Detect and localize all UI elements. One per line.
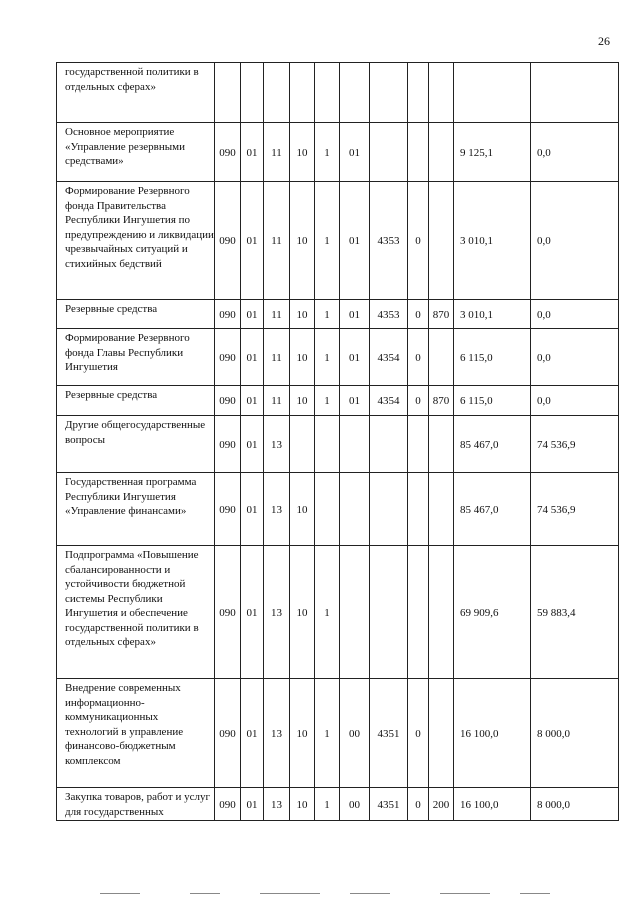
cell-rz-text: 01 [246,146,258,159]
cell-extra-text: 8 000,0 [537,727,570,740]
cell-vr-text [429,151,453,153]
cell-total [454,416,531,473]
cell-prog-text: 10 [296,235,308,248]
cell-name [57,300,215,329]
page-edge-marks [20,893,620,897]
cell-f-text [408,443,428,445]
cell-dir-text: 4354 [377,351,400,364]
cell-pr-text [264,92,289,94]
cell-f [408,386,429,416]
cell-f [408,182,429,300]
cell-ved [215,679,241,788]
cell-pr-text: 13 [271,503,282,516]
cell-main-text: 01 [349,308,360,321]
cell-dir [370,123,408,182]
cell-name [57,473,215,546]
cell-name-text: Основное мероприятие «Управление резервными средствами» [65,126,185,167]
cell-f [408,300,429,329]
cell-dir-text [370,611,407,613]
cell-prog-text: 10 [296,727,308,740]
cell-dir-text: 4351 [377,727,400,740]
cell-prog-text: 10 [296,351,308,364]
cell-ved-text: 090 [219,798,236,811]
cell-dir [370,416,408,473]
cell-pr-text: 13 [271,606,282,619]
cell-rz-text: 01 [246,351,258,364]
cell-ved [215,386,241,416]
cell-pr-text: 11 [271,308,282,321]
cell-rz-text: 01 [246,308,258,321]
table-row [57,329,619,386]
cell-sub-text: 1 [324,235,330,248]
cell-prog-text: 10 [296,146,308,159]
cell-name-text: Государственная программа Республики Ингушетия «Управление финансами» [65,476,197,517]
cell-total [454,546,531,679]
cell-f [408,788,429,821]
cell-vr [429,300,454,329]
cell-extra-text: 0,0 [537,235,551,248]
cell-pr [264,679,290,788]
cell-sub [315,329,340,386]
cell-dir-text: 4353 [377,235,400,248]
cell-total [454,679,531,788]
cell-f-text [408,92,428,94]
cell-main-text [340,508,369,510]
budget-table [56,62,619,821]
cell-main [340,182,370,300]
cell-f [408,329,429,386]
cell-prog-text: 10 [296,308,308,321]
cell-ved-text: 090 [219,727,236,740]
cell-main-text: 00 [349,798,360,811]
cell-prog-text: 10 [296,606,308,619]
cell-name [57,679,215,788]
cell-vr [429,63,454,123]
cell-rz [241,386,264,416]
cell-total [454,788,531,821]
cell-f [408,123,429,182]
cell-pr [264,386,290,416]
cell-extra [531,329,619,386]
cell-total-text: 9 125,1 [460,146,493,159]
cell-pr-text: 11 [271,395,282,408]
cell-main-text: 01 [349,146,360,159]
cell-total-text [460,92,530,94]
cell-ved [215,300,241,329]
cell-prog [290,386,315,416]
cell-rz [241,473,264,546]
cell-main [340,386,370,416]
cell-extra [531,679,619,788]
cell-pr [264,473,290,546]
cell-vr-text [429,443,453,445]
cell-pr [264,416,290,473]
cell-vr [429,679,454,788]
cell-extra-text: 8 000,0 [537,798,570,811]
cell-total-text: 3 010,1 [460,235,493,248]
table-row [57,546,619,679]
cell-extra-text: 0,0 [537,351,551,364]
cell-vr [429,546,454,679]
cell-dir-text [370,151,407,153]
cell-rz-text: 01 [246,606,258,619]
cell-vr [429,473,454,546]
cell-vr-text [429,356,453,358]
cell-name [57,63,215,123]
cell-sub [315,416,340,473]
cell-sub-text: 1 [324,395,330,408]
cell-name-text: Формирование Резервного фонда Главы Республики Ингушетия [65,332,190,373]
cell-pr-text: 13 [271,727,282,740]
cell-name-text: Закупка товаров, работ и услуг для государственных [65,791,210,818]
table-row [57,182,619,300]
cell-rz-text: 01 [246,798,258,811]
cell-dir-text: 4353 [377,308,400,321]
cell-sub [315,679,340,788]
cell-total [454,182,531,300]
cell-ved [215,416,241,473]
cell-main [340,123,370,182]
cell-name [57,416,215,473]
cell-extra-text: 59 883,4 [537,606,576,619]
cell-vr [429,182,454,300]
cell-rz [241,679,264,788]
cell-f-text: 0 [415,235,421,248]
cell-f [408,679,429,788]
cell-dir [370,788,408,821]
cell-total-text: 85 467,0 [460,503,499,516]
cell-sub [315,473,340,546]
cell-prog-text: 10 [296,798,308,811]
page-number: 26 [598,34,610,48]
cell-prog [290,546,315,679]
cell-vr-text [429,240,453,242]
cell-dir [370,679,408,788]
cell-sub-text: 1 [324,727,330,740]
cell-rz [241,182,264,300]
cell-dir [370,63,408,123]
cell-total-text: 16 100,0 [460,798,499,811]
cell-sub-text: 1 [324,351,330,364]
cell-extra [531,386,619,416]
cell-sub [315,63,340,123]
cell-vr-text: 870 [432,395,450,408]
cell-dir [370,473,408,546]
cell-prog [290,329,315,386]
cell-prog [290,63,315,123]
cell-rz [241,329,264,386]
cell-extra [531,788,619,821]
cell-ved [215,123,241,182]
cell-rz-text: 01 [246,503,258,516]
cell-main [340,329,370,386]
cell-dir [370,300,408,329]
cell-vr-text [429,508,453,510]
cell-extra [531,182,619,300]
cell-extra-text: 0,0 [537,395,551,408]
cell-extra-text: 74 536,9 [537,503,576,516]
table-row [57,679,619,788]
cell-sub [315,546,340,679]
cell-rz-text: 01 [246,438,258,451]
cell-f-text [408,611,428,613]
cell-rz-text [241,92,263,94]
cell-prog [290,473,315,546]
cell-name-text: Формирование Резервного фонда Правительства Республики Ингушетия по предупреждению и ликвидации чрезвычайных ситуаций и стихийных бедствий [65,185,214,270]
table-row [57,416,619,473]
cell-extra-text: 0,0 [537,308,551,321]
cell-rz-text: 01 [246,727,258,740]
cell-vr-text: 870 [432,308,450,321]
cell-f [408,63,429,123]
cell-f-text: 0 [415,798,421,811]
cell-dir-text [370,92,407,94]
cell-main-text [340,443,369,445]
cell-name [57,329,215,386]
cell-pr [264,546,290,679]
cell-ved-text: 090 [219,235,236,248]
cell-pr [264,300,290,329]
cell-rz-text: 01 [246,235,258,248]
cell-name [57,546,215,679]
cell-prog [290,182,315,300]
cell-sub [315,123,340,182]
cell-vr [429,329,454,386]
cell-total-text: 6 115,0 [460,395,493,408]
cell-ved-text: 090 [219,438,236,451]
cell-f-text: 0 [415,395,421,408]
cell-dir-text [370,508,407,510]
cell-sub-text: 1 [324,798,330,811]
cell-ved [215,329,241,386]
cell-name [57,182,215,300]
cell-ved [215,473,241,546]
cell-prog [290,300,315,329]
cell-prog [290,788,315,821]
cell-ved-text: 090 [219,146,236,159]
cell-f-text: 0 [415,308,421,321]
cell-main-text [340,92,369,94]
table-row [57,788,619,821]
cell-extra-text: 0,0 [537,146,551,159]
cell-rz [241,416,264,473]
cell-total-text: 69 909,6 [460,606,499,619]
cell-ved-text: 090 [219,395,236,408]
cell-vr-text [429,732,453,734]
table-row [57,63,619,123]
cell-ved [215,788,241,821]
cell-pr [264,123,290,182]
cell-ved [215,63,241,123]
cell-pr [264,788,290,821]
cell-extra-text: 74 536,9 [537,438,576,451]
cell-f-text [408,151,428,153]
cell-total [454,473,531,546]
cell-f-text [408,508,428,510]
cell-dir-text: 4351 [377,798,400,811]
cell-vr [429,123,454,182]
cell-name [57,788,215,821]
cell-vr [429,788,454,821]
cell-prog-text: 10 [296,395,308,408]
cell-sub [315,386,340,416]
cell-main [340,300,370,329]
table-row [57,386,619,416]
cell-sub-text [315,92,339,94]
cell-pr [264,182,290,300]
cell-total [454,300,531,329]
cell-prog-text [290,443,314,445]
cell-dir-text [370,443,407,445]
cell-main [340,473,370,546]
cell-ved-text: 090 [219,606,236,619]
cell-prog [290,123,315,182]
cell-ved-text: 090 [219,308,236,321]
table-row [57,300,619,329]
cell-prog-text: 10 [296,503,308,516]
cell-dir [370,182,408,300]
cell-f [408,546,429,679]
cell-name [57,123,215,182]
cell-ved [215,182,241,300]
cell-ved-text [215,92,240,94]
cell-vr [429,416,454,473]
cell-rz-text: 01 [246,395,258,408]
cell-sub-text: 1 [324,606,330,619]
cell-rz [241,546,264,679]
cell-rz [241,300,264,329]
cell-pr [264,63,290,123]
cell-prog-text [290,92,314,94]
cell-dir [370,546,408,679]
cell-total [454,63,531,123]
table-row [57,123,619,182]
cell-main-text: 01 [349,395,360,408]
cell-vr-text: 200 [432,798,450,811]
cell-main-text: 00 [349,727,360,740]
cell-main [340,546,370,679]
cell-f [408,473,429,546]
cell-name-text: Подпрограмма «Повышение сбалансированности и устойчивости бюджетной системы Республики Ингушетия и обеспечение государственной политики в отдельных сферах» [65,549,199,648]
cell-extra [531,473,619,546]
cell-total [454,123,531,182]
cell-f-text: 0 [415,351,421,364]
cell-dir [370,386,408,416]
table-row [57,473,619,546]
cell-pr-text: 13 [271,798,282,811]
cell-main [340,788,370,821]
cell-f [408,416,429,473]
cell-extra [531,63,619,123]
cell-f-text: 0 [415,727,421,740]
cell-sub-text: 1 [324,308,330,321]
cell-sub-text [315,508,339,510]
cell-rz [241,788,264,821]
cell-total-text: 16 100,0 [460,727,499,740]
cell-sub-text: 1 [324,146,330,159]
cell-extra-text [537,92,618,94]
cell-vr-text [429,611,453,613]
cell-main-text [340,611,369,613]
cell-sub [315,788,340,821]
cell-dir [370,329,408,386]
cell-pr-text: 13 [271,438,282,451]
cell-name [57,386,215,416]
cell-main [340,679,370,788]
cell-ved [215,546,241,679]
cell-name-text: Другие общегосударственные вопросы [65,419,206,446]
cell-total-text: 6 115,0 [460,351,493,364]
cell-rz [241,63,264,123]
cell-name-text: Внедрение современных информационно-коммуникационных технологий в управление финансово-бюджетным комплексом [65,682,184,767]
cell-rz [241,123,264,182]
cell-main-text: 01 [349,351,360,364]
cell-main-text: 01 [349,235,360,248]
cell-name-text: Резервные средства [65,303,158,315]
cell-prog [290,416,315,473]
cell-ved-text: 090 [219,351,236,364]
cell-name-text: Резервные средства [65,389,158,401]
cell-dir-text: 4354 [377,395,400,408]
cell-name-text: государственной политики в отдельных сферах» [65,66,199,93]
cell-total [454,329,531,386]
cell-main [340,63,370,123]
cell-total-text: 85 467,0 [460,438,499,451]
cell-pr-text: 11 [271,146,282,159]
cell-ved-text: 090 [219,503,236,516]
cell-extra [531,416,619,473]
cell-extra [531,546,619,679]
cell-pr-text: 11 [271,235,282,248]
cell-main [340,416,370,473]
cell-sub [315,300,340,329]
cell-sub-text [315,443,339,445]
cell-extra [531,123,619,182]
cell-total [454,386,531,416]
cell-sub [315,182,340,300]
cell-prog [290,679,315,788]
cell-total-text: 3 010,1 [460,308,493,321]
cell-pr [264,329,290,386]
cell-vr-text [429,92,453,94]
cell-vr [429,386,454,416]
cell-extra [531,300,619,329]
cell-pr-text: 11 [271,351,282,364]
